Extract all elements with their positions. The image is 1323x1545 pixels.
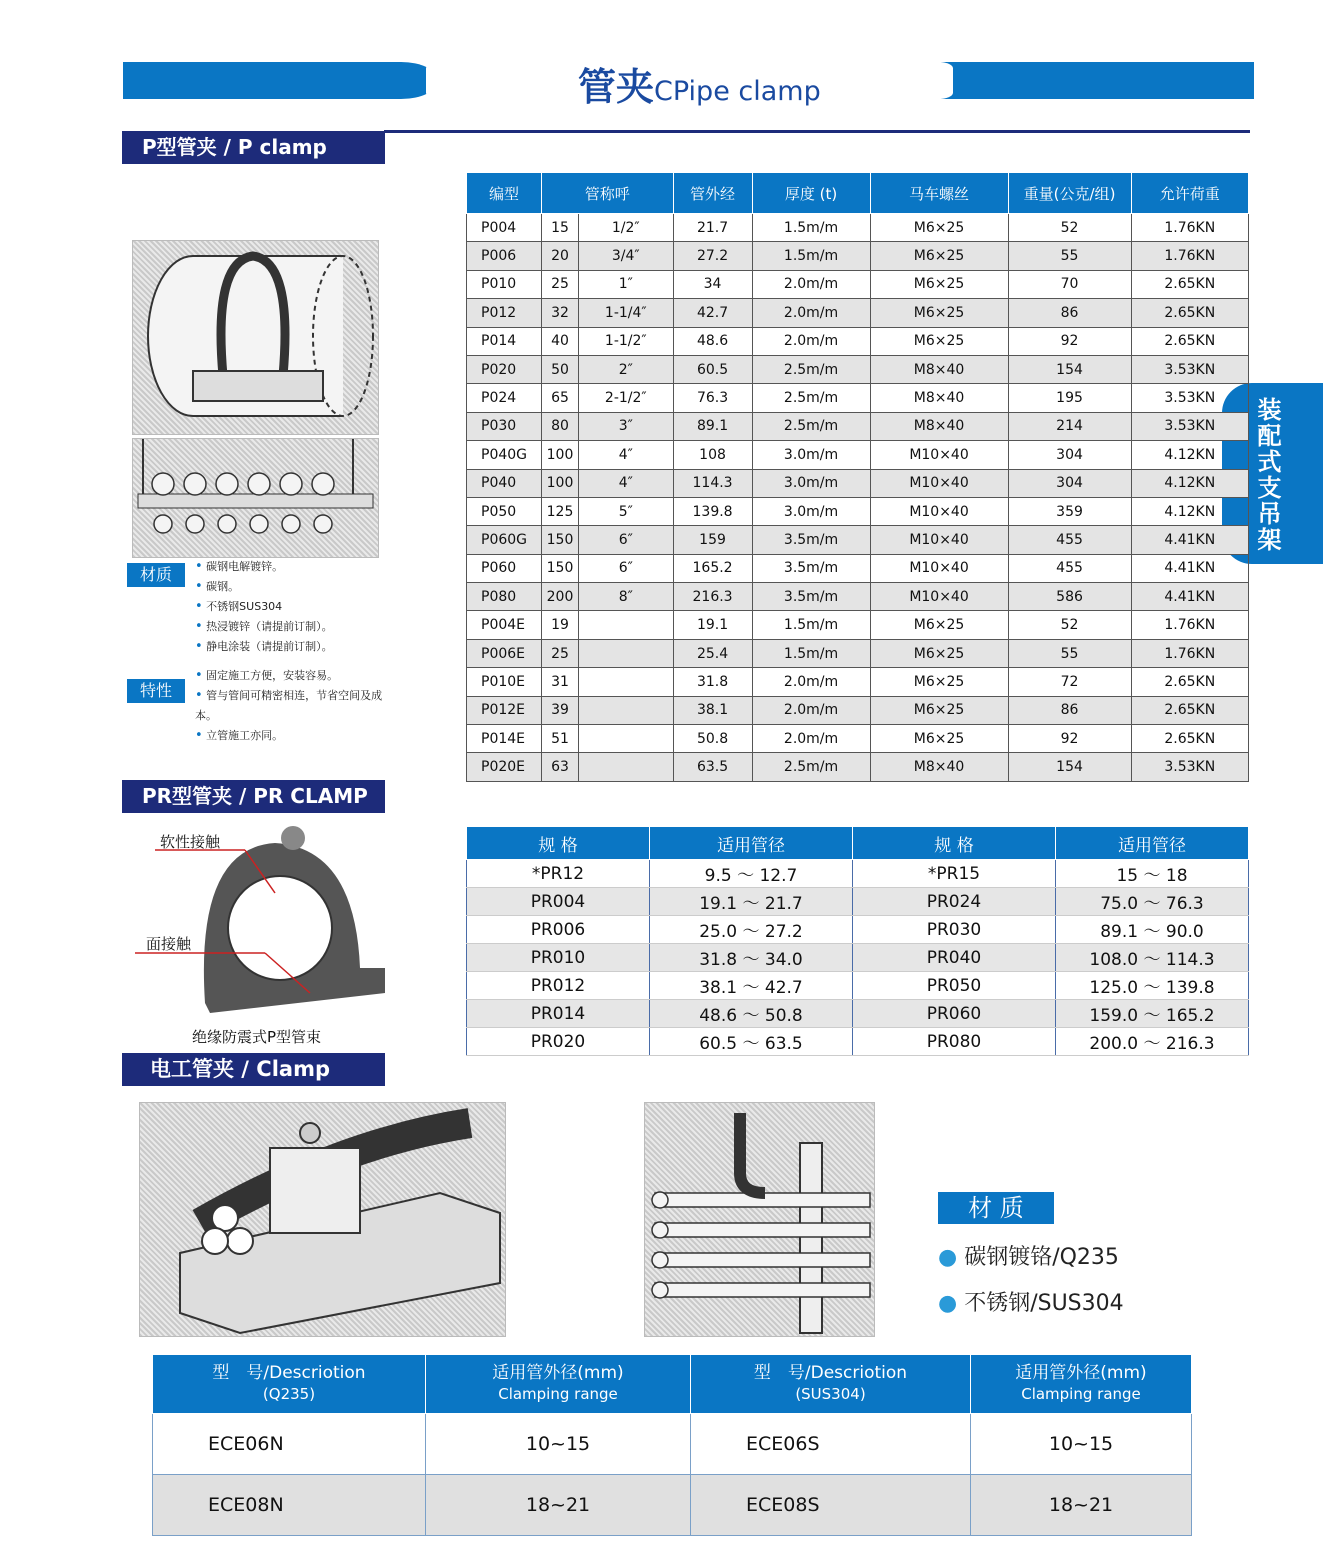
- table-cell: 165.2: [673, 554, 752, 582]
- table-header: 允许荷重: [1131, 173, 1248, 214]
- table-row: [467, 696, 1249, 724]
- features-tag: 特性: [127, 679, 185, 703]
- table-cell: 10~15: [426, 1414, 691, 1475]
- table-cell: 108: [673, 441, 752, 469]
- table-cell: 200.0 ～ 216.3: [1056, 1028, 1249, 1056]
- pr-clamp-table: [466, 826, 1249, 1056]
- table-cell: 18~21: [971, 1475, 1192, 1536]
- table-cell: P006E: [467, 639, 542, 667]
- table-header: 规 格: [853, 827, 1056, 860]
- table-cell: 52: [1008, 214, 1131, 242]
- table-cell: [579, 611, 674, 639]
- table-row: [467, 327, 1249, 355]
- table-cell: 2.65KN: [1131, 327, 1248, 355]
- table-row: [467, 554, 1249, 582]
- table-row: [467, 242, 1249, 270]
- table-header: 适用管径: [650, 827, 853, 860]
- table-cell: M10×40: [870, 497, 1008, 525]
- table-cell: 1.76KN: [1131, 639, 1248, 667]
- table-cell: 586: [1008, 583, 1131, 611]
- table-row: [467, 1000, 1249, 1028]
- table-cell: ECE06S: [691, 1414, 971, 1475]
- table-cell: M10×40: [870, 554, 1008, 582]
- e-clamp-rack-drawing: [645, 1103, 874, 1336]
- table-cell: 2.0m/m: [752, 725, 870, 753]
- table-cell: 52: [1008, 611, 1131, 639]
- table-row: [467, 916, 1249, 944]
- table-cell: [579, 639, 674, 667]
- table-cell: PR010: [467, 944, 650, 972]
- table-cell: M6×25: [870, 668, 1008, 696]
- table-cell: M10×40: [870, 583, 1008, 611]
- list-item: • 立管施工亦同。: [195, 728, 284, 743]
- p-clamp-rack-drawing: [133, 439, 378, 557]
- label-face-contact: 面接触: [146, 935, 192, 953]
- table-cell: 3.5m/m: [752, 583, 870, 611]
- features-list: [195, 666, 395, 746]
- table-cell: PR080: [853, 1028, 1056, 1056]
- table-cell: 125.0 ～ 139.8: [1056, 972, 1249, 1000]
- table-cell: PR030: [853, 916, 1056, 944]
- table-cell: 216.3: [673, 583, 752, 611]
- table-cell: P030: [467, 412, 542, 440]
- table-header-row: [153, 1355, 1192, 1414]
- table-cell: 4.41KN: [1131, 554, 1248, 582]
- table-cell: P050: [467, 497, 542, 525]
- table-cell: 3.0m/m: [752, 441, 870, 469]
- e-material-list: [938, 1235, 1124, 1327]
- e-clamp-image: [139, 1102, 506, 1337]
- table-row: [467, 270, 1249, 298]
- table-header: 适用管外径(mm) Clamping range: [971, 1355, 1192, 1414]
- table-cell: 455: [1008, 554, 1131, 582]
- side-tab: 装配式支吊架: [1222, 383, 1323, 564]
- table-cell: 31.8: [673, 668, 752, 696]
- table-cell: 150: [542, 554, 579, 582]
- table-cell: 65: [542, 384, 579, 412]
- table-cell: 92: [1008, 327, 1131, 355]
- table-cell: 3/4″: [579, 242, 674, 270]
- table-header: 型 号/Descriotion (Q235): [153, 1355, 426, 1414]
- table-cell: 3.0m/m: [752, 469, 870, 497]
- table-cell: 32: [542, 299, 579, 327]
- table-cell: 2.5m/m: [752, 384, 870, 412]
- table-cell: 63.5: [673, 753, 752, 781]
- table-cell: M6×25: [870, 639, 1008, 667]
- table-cell: 38.1: [673, 696, 752, 724]
- table-cell: [579, 696, 674, 724]
- table-cell: PR004: [467, 888, 650, 916]
- e-clamp-rack-image: [644, 1102, 875, 1337]
- table-cell: 2.65KN: [1131, 270, 1248, 298]
- table-cell: 214: [1008, 412, 1131, 440]
- table-cell: 60.5: [673, 355, 752, 383]
- table-cell: PR020: [467, 1028, 650, 1056]
- table-cell: 34: [673, 270, 752, 298]
- title-band-right: [941, 62, 1254, 99]
- table-cell: 154: [1008, 355, 1131, 383]
- table-row: [467, 611, 1249, 639]
- table-cell: ECE08N: [153, 1475, 426, 1536]
- table-cell: 21.7: [673, 214, 752, 242]
- material-list: [195, 557, 395, 657]
- table-cell: 3″: [579, 412, 674, 440]
- list-item: • 热浸镀锌（请提前订制）。: [195, 619, 333, 634]
- table-cell: 4.41KN: [1131, 583, 1248, 611]
- table-row: [467, 639, 1249, 667]
- table-row: [467, 384, 1249, 412]
- table-cell: 4.41KN: [1131, 526, 1248, 554]
- table-cell: M8×40: [870, 412, 1008, 440]
- table-cell: 55: [1008, 242, 1131, 270]
- table-cell: M8×40: [870, 753, 1008, 781]
- table-row: [467, 944, 1249, 972]
- table-cell: 3.53KN: [1131, 384, 1248, 412]
- material-tag: 材质: [127, 563, 185, 587]
- table-cell: 19.1: [673, 611, 752, 639]
- table-header-row: [467, 173, 1249, 214]
- table-cell: 1″: [579, 270, 674, 298]
- table-cell: 38.1 ～ 42.7: [650, 972, 853, 1000]
- table-cell: 159: [673, 526, 752, 554]
- table-cell: 42.7: [673, 299, 752, 327]
- table-header: 马车螺丝: [870, 173, 1008, 214]
- table-cell: P010: [467, 270, 542, 298]
- table-cell: 4″: [579, 441, 674, 469]
- table-cell: 100: [542, 469, 579, 497]
- section-rule: [384, 130, 1250, 133]
- table-header: 重量(公克/组): [1008, 173, 1131, 214]
- table-cell: 27.2: [673, 242, 752, 270]
- table-cell: 89.1: [673, 412, 752, 440]
- table-row: [467, 1028, 1249, 1056]
- table-cell: 15 ～ 18: [1056, 860, 1249, 888]
- table-cell: M6×25: [870, 611, 1008, 639]
- table-cell: 3.0m/m: [752, 497, 870, 525]
- p-clamp-table: [466, 172, 1249, 782]
- table-cell: 4.12KN: [1131, 469, 1248, 497]
- list-item: • 碳钢。: [195, 579, 240, 594]
- table-row: [467, 469, 1249, 497]
- table-cell: 89.1 ～ 90.0: [1056, 916, 1249, 944]
- table-row: [467, 441, 1249, 469]
- table-cell: M6×25: [870, 299, 1008, 327]
- bullet-icon: ●: [938, 1291, 958, 1316]
- table-cell: 200: [542, 583, 579, 611]
- table-cell: 2.65KN: [1131, 725, 1248, 753]
- table-cell: 114.3: [673, 469, 752, 497]
- table-cell: 2.0m/m: [752, 327, 870, 355]
- table-cell: 2.0m/m: [752, 270, 870, 298]
- table-cell: 154: [1008, 753, 1131, 781]
- section-e-clamp: 电工管夹 / Clamp: [122, 1053, 385, 1086]
- table-cell: [579, 725, 674, 753]
- list-item: ● 不锈钢/SUS304: [938, 1291, 1124, 1316]
- table-cell: 1.76KN: [1131, 611, 1248, 639]
- table-cell: PR040: [853, 944, 1056, 972]
- table-cell: P060G: [467, 526, 542, 554]
- table-cell: [579, 753, 674, 781]
- table-cell: 1/2″: [579, 214, 674, 242]
- table-header: 厚度 (t): [752, 173, 870, 214]
- table-cell: 3.5m/m: [752, 554, 870, 582]
- table-cell: 10~15: [971, 1414, 1192, 1475]
- table-cell: P020E: [467, 753, 542, 781]
- table-cell: 19.1 ～ 21.7: [650, 888, 853, 916]
- table-cell: 60.5 ～ 63.5: [650, 1028, 853, 1056]
- table-cell: M10×40: [870, 526, 1008, 554]
- table-cell: 18~21: [426, 1475, 691, 1536]
- table-header: 管称呼: [542, 173, 674, 214]
- table-cell: 25.0 ～ 27.2: [650, 916, 853, 944]
- table-cell: 1.5m/m: [752, 611, 870, 639]
- section-p-clamp: P型管夹 / P clamp: [122, 131, 385, 164]
- e-material-tag: 材 质: [938, 1192, 1054, 1224]
- table-cell: 3.53KN: [1131, 355, 1248, 383]
- table-row: [467, 972, 1249, 1000]
- table-row: [153, 1414, 1192, 1475]
- table-cell: 2″: [579, 355, 674, 383]
- table-cell: M6×25: [870, 725, 1008, 753]
- table-cell: M8×40: [870, 384, 1008, 412]
- section-pr-clamp: PR型管夹 / PR CLAMP: [122, 780, 385, 813]
- table-cell: 76.3: [673, 384, 752, 412]
- table-cell: 1.76KN: [1131, 214, 1248, 242]
- table-cell: 455: [1008, 526, 1131, 554]
- list-item: • 碳钢电解镀锌。: [195, 559, 284, 574]
- table-cell: M6×25: [870, 242, 1008, 270]
- table-cell: P024: [467, 384, 542, 412]
- table-header: 适用管外径(mm) Clamping range: [426, 1355, 691, 1414]
- table-cell: 2.65KN: [1131, 668, 1248, 696]
- table-cell: 359: [1008, 497, 1131, 525]
- table-cell: P060: [467, 554, 542, 582]
- table-cell: 50: [542, 355, 579, 383]
- table-cell: P012: [467, 299, 542, 327]
- table-header: 适用管径: [1056, 827, 1249, 860]
- title-band-left: [123, 62, 438, 99]
- table-cell: 70: [1008, 270, 1131, 298]
- table-row: [467, 888, 1249, 916]
- table-cell: 25: [542, 639, 579, 667]
- table-cell: 1.5m/m: [752, 242, 870, 270]
- table-cell: 304: [1008, 469, 1131, 497]
- table-cell: P004E: [467, 611, 542, 639]
- table-cell: 159.0 ～ 165.2: [1056, 1000, 1249, 1028]
- table-cell: M6×25: [870, 696, 1008, 724]
- table-cell: 1.5m/m: [752, 214, 870, 242]
- table-cell: 72: [1008, 668, 1131, 696]
- table-row: [467, 668, 1249, 696]
- table-cell: 3.53KN: [1131, 412, 1248, 440]
- table-header-row: [467, 827, 1249, 860]
- list-item: ● 碳钢镀铬/Q235: [938, 1245, 1119, 1270]
- table-cell: PR012: [467, 972, 650, 1000]
- table-cell: 2.5m/m: [752, 412, 870, 440]
- table-cell: 2.65KN: [1131, 299, 1248, 327]
- table-cell: P010E: [467, 668, 542, 696]
- table-cell: 125: [542, 497, 579, 525]
- table-cell: 6″: [579, 526, 674, 554]
- table-cell: 51: [542, 725, 579, 753]
- table-cell: 4.12KN: [1131, 497, 1248, 525]
- table-cell: 19: [542, 611, 579, 639]
- list-item: • 管与管间可精密相连，节省空间及成本。: [195, 688, 383, 722]
- p-clamp-image: [132, 240, 379, 435]
- table-cell: 2.0m/m: [752, 696, 870, 724]
- table-cell: 304: [1008, 441, 1131, 469]
- e-clamp-drawing: [140, 1103, 505, 1336]
- table-cell: M10×40: [870, 469, 1008, 497]
- table-cell: 3.5m/m: [752, 526, 870, 554]
- table-cell: 2.65KN: [1131, 696, 1248, 724]
- table-cell: 6″: [579, 554, 674, 582]
- table-cell: 4.12KN: [1131, 441, 1248, 469]
- table-cell: 92: [1008, 725, 1131, 753]
- table-cell: 31.8 ～ 34.0: [650, 944, 853, 972]
- p-clamp-drawing: [133, 241, 378, 434]
- table-cell: P014E: [467, 725, 542, 753]
- list-item: • 不锈钢SUS304: [195, 599, 283, 614]
- table-cell: *PR15: [853, 860, 1056, 888]
- table-cell: P012E: [467, 696, 542, 724]
- table-cell: PR014: [467, 1000, 650, 1028]
- table-row: [467, 526, 1249, 554]
- table-cell: 2.5m/m: [752, 355, 870, 383]
- table-cell: P020: [467, 355, 542, 383]
- table-cell: 50.8: [673, 725, 752, 753]
- table-header: 编型: [467, 173, 542, 214]
- table-header: 规 格: [467, 827, 650, 860]
- table-row: [467, 412, 1249, 440]
- table-cell: 86: [1008, 299, 1131, 327]
- table-cell: P006: [467, 242, 542, 270]
- table-cell: P040: [467, 469, 542, 497]
- table-cell: P080: [467, 583, 542, 611]
- page-title: 管夹CPipe clamp: [578, 65, 821, 109]
- table-cell: 15: [542, 214, 579, 242]
- table-cell: 31: [542, 668, 579, 696]
- table-cell: M6×25: [870, 270, 1008, 298]
- table-cell: M10×40: [870, 441, 1008, 469]
- table-cell: 1-1/2″: [579, 327, 674, 355]
- label-soft-contact: 软性接触: [160, 833, 221, 851]
- table-header: 管外经: [673, 173, 752, 214]
- table-cell: 139.8: [673, 497, 752, 525]
- table-cell: P014: [467, 327, 542, 355]
- table-row: [467, 355, 1249, 383]
- pr-caption: 绝缘防震式P型管束: [192, 1028, 322, 1046]
- table-cell: 86: [1008, 696, 1131, 724]
- table-cell: 108.0 ～ 114.3: [1056, 944, 1249, 972]
- table-cell: 4″: [579, 469, 674, 497]
- table-cell: ECE08S: [691, 1475, 971, 1536]
- table-cell: 20: [542, 242, 579, 270]
- table-cell: 48.6: [673, 327, 752, 355]
- table-cell: 3.53KN: [1131, 753, 1248, 781]
- table-cell: PR024: [853, 888, 1056, 916]
- table-row: [467, 753, 1249, 781]
- table-cell: 1.76KN: [1131, 242, 1248, 270]
- table-cell: 39: [542, 696, 579, 724]
- list-item: • 静电涂装（请提前订制）。: [195, 639, 333, 654]
- table-cell: M6×25: [870, 214, 1008, 242]
- table-cell: 55: [1008, 639, 1131, 667]
- table-cell: M8×40: [870, 355, 1008, 383]
- table-cell: 63: [542, 753, 579, 781]
- table-cell: 195: [1008, 384, 1131, 412]
- table-cell: P004: [467, 214, 542, 242]
- table-row: [467, 299, 1249, 327]
- table-cell: 2.5m/m: [752, 753, 870, 781]
- table-cell: 48.6 ～ 50.8: [650, 1000, 853, 1028]
- table-row: [467, 214, 1249, 242]
- list-item: • 固定施工方便，安装容易。: [195, 668, 339, 683]
- table-cell: 1-1/4″: [579, 299, 674, 327]
- table-row: [467, 860, 1249, 888]
- table-row: [467, 583, 1249, 611]
- table-cell: 25: [542, 270, 579, 298]
- table-cell: 2.0m/m: [752, 668, 870, 696]
- table-cell: *PR12: [467, 860, 650, 888]
- p-clamp-rack-image: [132, 438, 379, 558]
- table-cell: [579, 668, 674, 696]
- table-cell: 80: [542, 412, 579, 440]
- table-cell: 2.0m/m: [752, 299, 870, 327]
- table-cell: 5″: [579, 497, 674, 525]
- table-cell: 25.4: [673, 639, 752, 667]
- table-cell: ECE06N: [153, 1414, 426, 1475]
- table-cell: 40: [542, 327, 579, 355]
- table-header: 型 号/Descriotion (SUS304): [691, 1355, 971, 1414]
- table-cell: PR060: [853, 1000, 1056, 1028]
- bullet-icon: ●: [938, 1245, 958, 1270]
- table-cell: PR050: [853, 972, 1056, 1000]
- table-cell: 8″: [579, 583, 674, 611]
- table-row: [153, 1475, 1192, 1536]
- table-cell: 100: [542, 441, 579, 469]
- table-row: [467, 497, 1249, 525]
- table-cell: P040G: [467, 441, 542, 469]
- table-cell: PR006: [467, 916, 650, 944]
- table-cell: 75.0 ～ 76.3: [1056, 888, 1249, 916]
- table-cell: 1.5m/m: [752, 639, 870, 667]
- table-cell: 9.5 ～ 12.7: [650, 860, 853, 888]
- table-row: [467, 725, 1249, 753]
- table-cell: M6×25: [870, 327, 1008, 355]
- e-clamp-table: [152, 1354, 1192, 1536]
- table-cell: 150: [542, 526, 579, 554]
- table-cell: 2-1/2″: [579, 384, 674, 412]
